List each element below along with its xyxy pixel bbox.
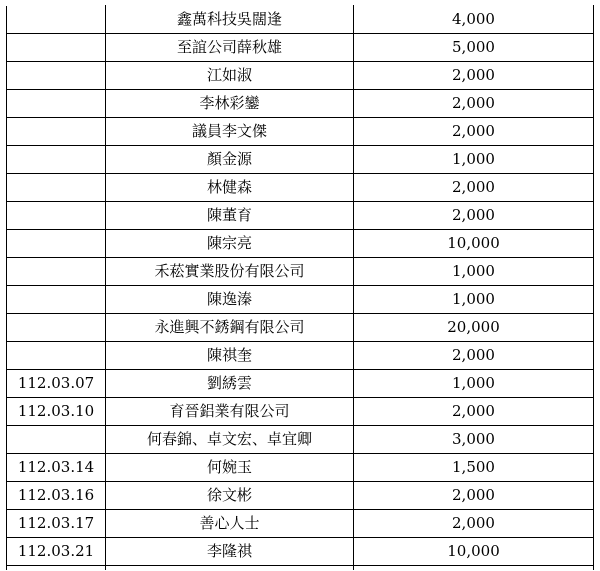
amount-cell: 1,000 xyxy=(354,286,594,314)
amount-cell: 2,000 xyxy=(354,510,594,538)
donor-cell: 陳董育 xyxy=(106,202,354,230)
amount-cell: 2,000 xyxy=(354,342,594,370)
date-cell xyxy=(7,258,106,286)
table-row xyxy=(7,426,594,454)
table-row xyxy=(7,398,594,426)
date-cell: 112.03.21 xyxy=(7,538,106,566)
date-cell xyxy=(7,314,106,342)
date-cell xyxy=(7,34,106,62)
date-cell: 112.03.10 xyxy=(7,398,106,426)
donor-cell: 江如淑 xyxy=(106,62,354,90)
amount-cell: 1,500 xyxy=(354,454,594,482)
table-row xyxy=(7,230,594,258)
donor-cell: 至誼公司薛秋雄 xyxy=(106,34,354,62)
table-row xyxy=(7,286,594,314)
amount-cell: 3,000 xyxy=(354,426,594,454)
table-row xyxy=(7,482,594,510)
table-row xyxy=(7,454,594,482)
table-row xyxy=(7,174,594,202)
donor-cell: 李林彩鑾 xyxy=(106,90,354,118)
table-row xyxy=(7,90,594,118)
amount-cell: 1,000 xyxy=(354,370,594,398)
date-cell xyxy=(7,230,106,258)
donor-cell: 育晉鋁業有限公司 xyxy=(106,398,354,426)
table-row xyxy=(7,342,594,370)
table-row xyxy=(7,314,594,342)
table-row xyxy=(7,538,594,566)
table-row xyxy=(7,370,594,398)
donor-cell: 善心人士 xyxy=(106,510,354,538)
donor-cell: 鑫萬科技吳闊逢 xyxy=(106,6,354,34)
amount-cell: 4,000 xyxy=(354,6,594,34)
date-cell xyxy=(7,426,106,454)
date-cell xyxy=(7,62,106,90)
table-row xyxy=(7,34,594,62)
table-row xyxy=(7,146,594,174)
donor-cell: 何春錦、卓文宏、卓宜卿 xyxy=(106,426,354,454)
date-cell xyxy=(7,118,106,146)
date-cell xyxy=(7,90,106,118)
amount-cell: 10,000 xyxy=(354,230,594,258)
table-row xyxy=(7,6,594,34)
donor-cell: 禾菘實業股份有限公司 xyxy=(106,258,354,286)
amount-cell: 2,000 xyxy=(354,202,594,230)
donor-cell: 徐文彬 xyxy=(106,482,354,510)
amount-cell: 5,000 xyxy=(354,34,594,62)
amount-cell: 2,000 xyxy=(354,90,594,118)
amount-cell: 2,000 xyxy=(354,118,594,146)
donor-cell: 劉綉雲 xyxy=(106,370,354,398)
amount-cell: 2,000 xyxy=(354,398,594,426)
amount-cell: 1,000 xyxy=(354,146,594,174)
donor-cell: 李隆祺 xyxy=(106,538,354,566)
date-cell xyxy=(7,146,106,174)
amount-cell xyxy=(354,566,594,571)
table-row xyxy=(7,258,594,286)
donor-cell: 議員李文傑 xyxy=(106,118,354,146)
table-row xyxy=(7,118,594,146)
donor-cell: 陳宗亮 xyxy=(106,230,354,258)
date-cell xyxy=(7,286,106,314)
date-cell xyxy=(7,174,106,202)
date-cell: 112.03.16 xyxy=(7,482,106,510)
date-cell: 112.03.14 xyxy=(7,454,106,482)
date-cell xyxy=(7,202,106,230)
amount-cell: 20,000 xyxy=(354,314,594,342)
donor-cell: 陳逸溱 xyxy=(106,286,354,314)
table-row xyxy=(7,202,594,230)
donor-cell: 顏金源 xyxy=(106,146,354,174)
date-cell xyxy=(7,342,106,370)
date-cell: 112.03.07 xyxy=(7,370,106,398)
amount-cell: 2,000 xyxy=(354,62,594,90)
donor-cell: 陳祺奎 xyxy=(106,342,354,370)
donor-cell: 林健森 xyxy=(106,174,354,202)
amount-cell: 10,000 xyxy=(354,538,594,566)
date-cell xyxy=(7,566,106,571)
date-cell xyxy=(7,6,106,34)
table-row xyxy=(7,62,594,90)
donor-cell: 何婉玉 xyxy=(106,454,354,482)
amount-cell: 1,000 xyxy=(354,258,594,286)
table-row xyxy=(7,510,594,538)
donor-cell: 永進興不銹鋼有限公司 xyxy=(106,314,354,342)
amount-cell: 2,000 xyxy=(354,174,594,202)
table-row-cutoff xyxy=(7,566,594,571)
date-cell: 112.03.17 xyxy=(7,510,106,538)
donation-table xyxy=(6,5,594,570)
donor-cell xyxy=(106,566,354,571)
amount-cell: 2,000 xyxy=(354,482,594,510)
